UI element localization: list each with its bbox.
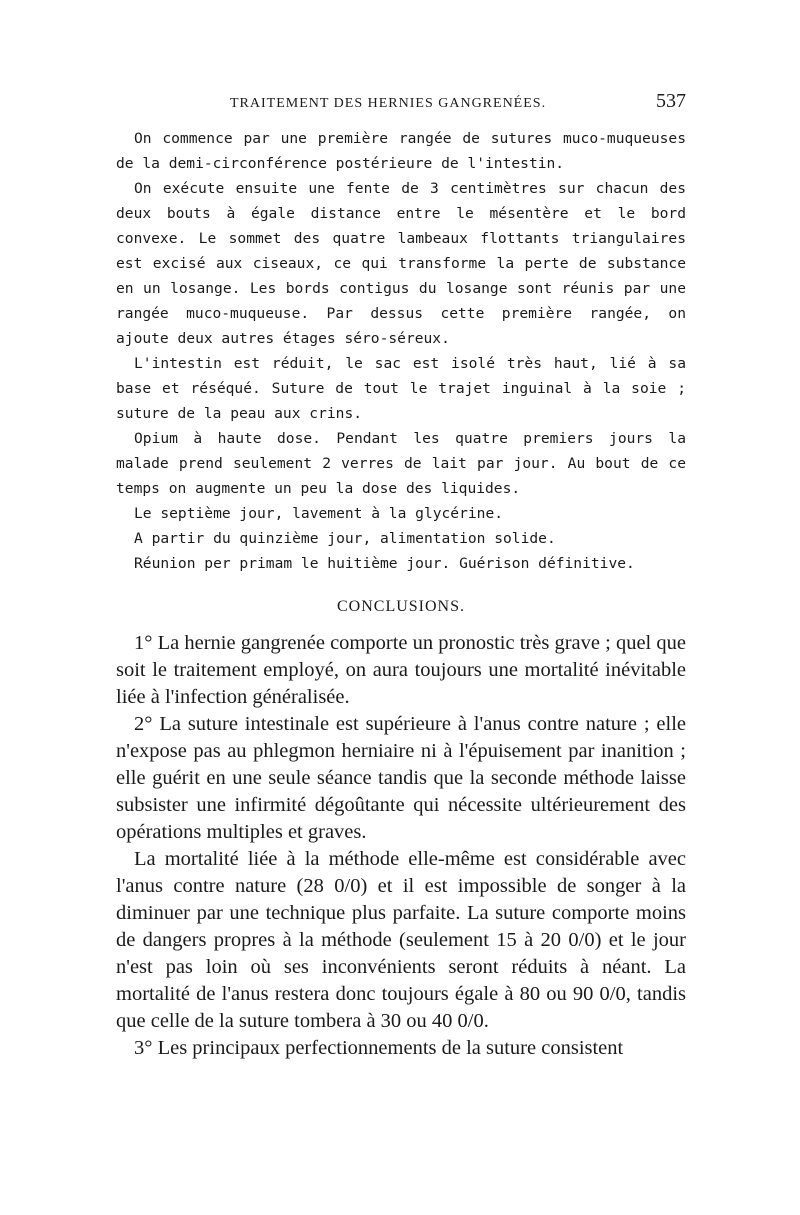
case-note-paragraph: A partir du quinzième jour, alimentation solide. — [134, 530, 556, 547]
conclusion-paragraph: 3° Les principaux perfectionnements de la suture consistent — [134, 1037, 624, 1059]
running-title: TRAITEMENT DES HERNIES GANGRENÉES. — [230, 96, 547, 111]
conclusion-paragraph: 2° La suture intestinale est supérieure à l'anus contre nature ; elle n'expose pas au phlegmon herniaire ni à l'épuisement par inanition ; elle guérit en une seule séance tandis que la seconde méthode laisse subsister une infirmité dégoûtante qui nécessite ultérieurement des opérations multiples et graves. — [116, 713, 686, 843]
conclusion-paragraph: 1° La hernie gangrenée comporte un pronostic très grave ; quel que soit le traitement employé, on aura toujours une mortalité inévitable liée à l'infection généralisée. — [116, 632, 686, 708]
case-note-paragraph: On exécute ensuite une fente de 3 centimètres sur chacun des deux bouts à égale distance entre le mésentère et le bord convexe. Le sommet des quatre lambeaux flottants triangulaires est excisé aux ciseaux, ce qui transforme la perte de substance en un losange. Les bords contigus du losange sont réunis par une rangée muco-muqueuse. Par dessus cette première rangée, on ajoute deux autres étages séro-séreux. — [116, 180, 686, 347]
running-head — [116, 90, 686, 120]
page-number: 537 — [656, 90, 686, 112]
case-note-paragraph: On commence par une première rangée de sutures muco-muqueuses de la demi-circonférence postérieure de l'intestin. — [116, 130, 686, 172]
book-page — [116, 90, 686, 1062]
case-note-paragraph: Opium à haute dose. Pendant les quatre premiers jours la malade prend seulement 2 verres de lait par jour. Au bout de ce temps on augmente un peu la dose des liquides. — [116, 430, 686, 497]
conclusion-paragraph: La mortalité liée à la méthode elle-même est considérable avec l'anus contre nature (28 0/0) et il est impossible de songer à la diminuer par une technique plus parfaite. La suture comporte moins de dangers propres à la méthode (seulement 15 à 20 0/0) et le jour n'est pas loin où ses inconvénients seront réduits à néant. La mortalité de l'anus restera donc toujours égale à 80 ou 90 0/0, tandis que celle de la suture tombera à 30 ou 40 0/0. — [116, 848, 686, 1032]
case-note-paragraph: Réunion per primam le huitième jour. Guérison définitive. — [134, 555, 635, 572]
case-notes — [116, 126, 686, 576]
case-note-paragraph: L'intestin est réduit, le sac est isolé très haut, lié à sa base et réséqué. Suture de tout le trajet inguinal à la soie ; suture de la peau aux crins. — [116, 355, 686, 422]
case-note-paragraph: Le septième jour, lavement à la glycérine. — [134, 505, 504, 522]
conclusions-body — [116, 630, 686, 1062]
conclusions-heading: CONCLUSIONS. — [336, 598, 465, 615]
